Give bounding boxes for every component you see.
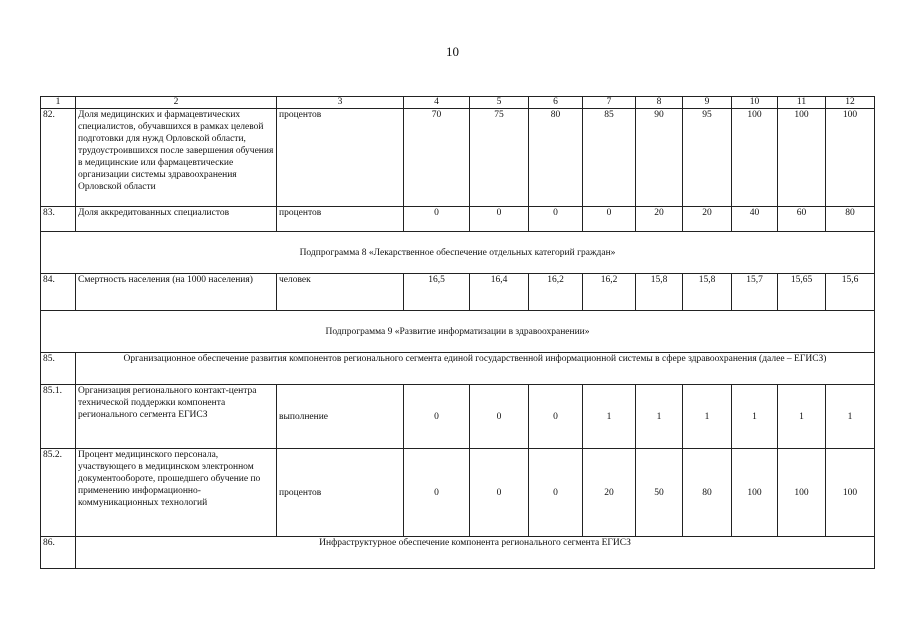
indicator-unit: выполнение: [277, 385, 404, 449]
indicator-value: 0: [583, 207, 636, 232]
row-index: 85.1.: [41, 385, 76, 449]
column-number: 7: [583, 97, 636, 109]
indicator-value: 16,4: [470, 274, 529, 311]
indicator-value: 0: [470, 207, 529, 232]
row-index: 83.: [41, 207, 76, 232]
indicator-value: 0: [470, 385, 529, 449]
indicator-value: 15,65: [778, 274, 826, 311]
column-number: 1: [41, 97, 76, 109]
section-title: Организационное обеспечение развития компонентов регионального сегмента единой государственной информационной системы в сфере здравоохранения (далее – ЕГИСЗ): [76, 353, 875, 385]
row-index: 82.: [41, 109, 76, 207]
indicator-value: 95: [683, 109, 732, 207]
indicator-value: 16,5: [404, 274, 470, 311]
row-index: 86.: [41, 537, 76, 569]
column-number: 8: [636, 97, 683, 109]
row-index: 85.2.: [41, 449, 76, 537]
row-index: 85.: [41, 353, 76, 385]
indicator-unit: человек: [277, 274, 404, 311]
indicator-value: 100: [826, 449, 875, 537]
indicator-value: 20: [583, 449, 636, 537]
indicator-value: 20: [683, 207, 732, 232]
row-index: 84.: [41, 274, 76, 311]
indicator-value: 100: [826, 109, 875, 207]
table-row: [41, 207, 875, 232]
indicator-value: 15,7: [732, 274, 778, 311]
indicator-value: 1: [778, 385, 826, 449]
indicator-value: 50: [636, 449, 683, 537]
indicator-value: 15,8: [683, 274, 732, 311]
indicator-value: 0: [529, 207, 583, 232]
column-number: 6: [529, 97, 583, 109]
indicator-value: 0: [529, 385, 583, 449]
indicator-unit: процентов: [277, 207, 404, 232]
indicator-name: Доля медицинских и фармацевтических специалистов, обучавшихся в рамках целевой подготовки для нужд Орловской области, трудоустроившихся после завершения обучения в медицинские или фармацевтические организации системы здравоохранения Орловской области: [76, 109, 277, 207]
indicator-value: 60: [778, 207, 826, 232]
table-row: [41, 353, 875, 385]
indicator-name: Процент медицинского персонала, участвующего в медицинском электронном документообороте, прошедшего обучение по применению информационно-коммуникационных технологий: [76, 449, 277, 537]
table-row: [41, 109, 875, 207]
column-number: 10: [732, 97, 778, 109]
indicator-value: 0: [470, 449, 529, 537]
indicator-value: 0: [404, 385, 470, 449]
indicator-value: 80: [826, 207, 875, 232]
column-number: 12: [826, 97, 875, 109]
page-number: 10: [446, 44, 459, 59]
column-number-row: [41, 97, 875, 109]
indicator-name: Смертность населения (на 1000 населения): [76, 274, 277, 311]
subprogram-row: [41, 232, 875, 274]
indicator-value: 15,6: [826, 274, 875, 311]
indicator-value: 85: [583, 109, 636, 207]
indicator-value: 75: [470, 109, 529, 207]
column-number: 9: [683, 97, 732, 109]
indicator-value: 0: [404, 207, 470, 232]
subprogram-title: Подпрограмма 8 «Лекарственное обеспечение отдельных категорий граждан»: [41, 232, 875, 274]
indicator-unit: процентов: [277, 449, 404, 537]
indicator-unit: процентов: [277, 109, 404, 207]
indicator-value: 15,8: [636, 274, 683, 311]
column-number: 4: [404, 97, 470, 109]
table-row: [41, 385, 875, 449]
indicator-value: 80: [529, 109, 583, 207]
indicator-value: 40: [732, 207, 778, 232]
column-number: 5: [470, 97, 529, 109]
indicator-value: 1: [583, 385, 636, 449]
indicator-value: 100: [732, 109, 778, 207]
indicator-value: 1: [826, 385, 875, 449]
indicator-value: 70: [404, 109, 470, 207]
indicator-value: 100: [778, 109, 826, 207]
subprogram-row: [41, 311, 875, 353]
indicator-value: 0: [529, 449, 583, 537]
indicator-name: Доля аккредитованных специалистов: [76, 207, 277, 232]
table-row: [41, 449, 875, 537]
subprogram-title: Подпрограмма 9 «Развитие информатизации в здравоохранении»: [41, 311, 875, 353]
column-number: 11: [778, 97, 826, 109]
column-number: 2: [76, 97, 277, 109]
indicator-value: 100: [732, 449, 778, 537]
column-number: 3: [277, 97, 404, 109]
indicators-table: [40, 96, 875, 569]
indicator-value: 20: [636, 207, 683, 232]
indicator-value: 1: [732, 385, 778, 449]
indicator-value: 100: [778, 449, 826, 537]
indicator-value: 90: [636, 109, 683, 207]
indicator-value: 0: [404, 449, 470, 537]
table-row: [41, 274, 875, 311]
indicator-value: 16,2: [529, 274, 583, 311]
indicator-name: Организация регионального контакт-центра технической поддержки компонента регионального сегмента ЕГИСЗ: [76, 385, 277, 449]
indicator-value: 1: [636, 385, 683, 449]
indicator-value: 1: [683, 385, 732, 449]
table-row: [41, 537, 875, 569]
indicator-value: 80: [683, 449, 732, 537]
indicator-value: 16,2: [583, 274, 636, 311]
section-title: Инфраструктурное обеспечение компонента регионального сегмента ЕГИСЗ: [76, 537, 875, 569]
